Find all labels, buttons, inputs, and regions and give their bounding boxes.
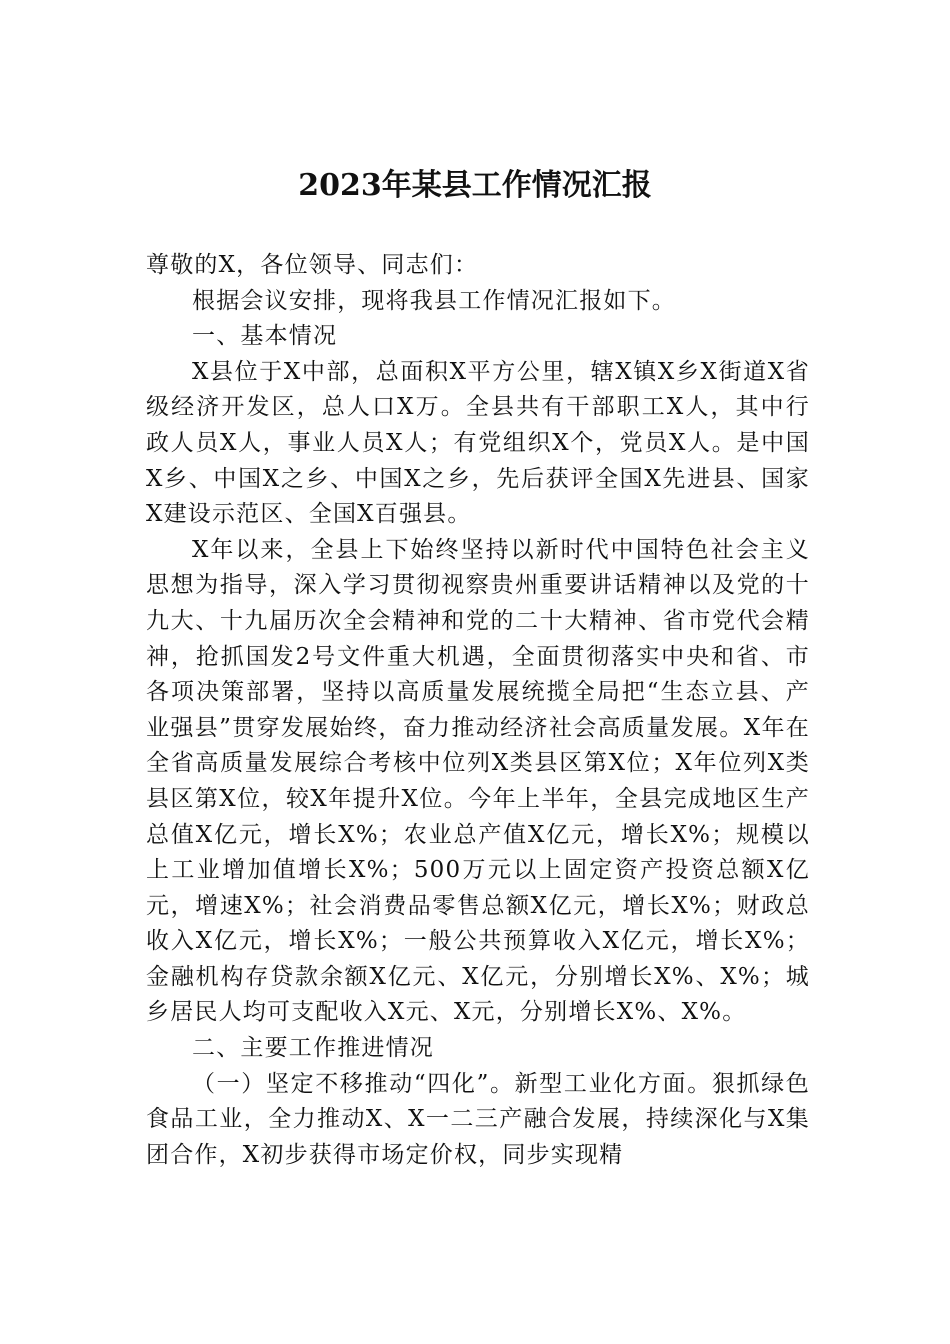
section-2-paragraph-1: （一）坚定不移推动“四化”。新型工业化方面。狠抓绿色食品工业，全力推动X、X一二三产融合发展，持续深化与X集团合作，X初步获得市场定价权，同步实现精	[146, 1070, 810, 1168]
section-1-paragraph-2: X年以来，全县上下始终坚持以新时代中国特色社会主义思想为指导，深入学习贯彻视察贵州重要讲话精神以及党的十九大、十九届历次全会精神和党的二十大精神、省市党代会精神，抢抓国发2号文件重大机遇，全面贯彻落实中央和省、市各项决策部署，坚持以高质量发展统揽全局把“生态立县、产业强县”贯穿发展始终，奋力推动经济社会高质量发展。X年在全省高质量发展综合考核中位列X类县区第X位；X年位列X类县区第X位，较X年提升X位。今年上半年，全县完成地区生产总值X亿元，增长X%；农业总产值X亿元，增长X%；规模以上工业增加值增长X%；500万元以上固定资产投资总额X亿元，增速X%；社会消费品零售总额X亿元，增长X%；财政总收入X亿元，增长X%；一般公共预算收入X亿元，增长X%；金融机构存贷款余额X亿元、X亿元，分别增长X%、X%；城乡居民人均可支配收入X元、X元，分别增长X%、X%。	[146, 536, 810, 1026]
intro-paragraph: 根据会议安排，现将我县工作情况汇报如下。	[192, 287, 676, 314]
section-2-heading: 二、主要工作推进情况	[192, 1035, 434, 1062]
document-title: 2023年某县工作情况汇报	[298, 168, 652, 203]
salutation: 尊敬的X，各位领导、同志们：	[146, 252, 479, 278]
document-body	[146, 248, 810, 1173]
section-1-paragraph-1: X县位于X中部，总面积X平方公里，辖X镇X乡X街道X省级经济开发区，总人口X万。全县共有干部职工X人，其中行政人员X人，事业人员X人；有党组织X个，党员X人。是中国X乡、中国X之乡、中国X之乡，先后获评全国X先进县、国家X建设示范区、全国X百强县。	[146, 358, 810, 528]
section-1-heading: 一、基本情况	[192, 323, 338, 350]
